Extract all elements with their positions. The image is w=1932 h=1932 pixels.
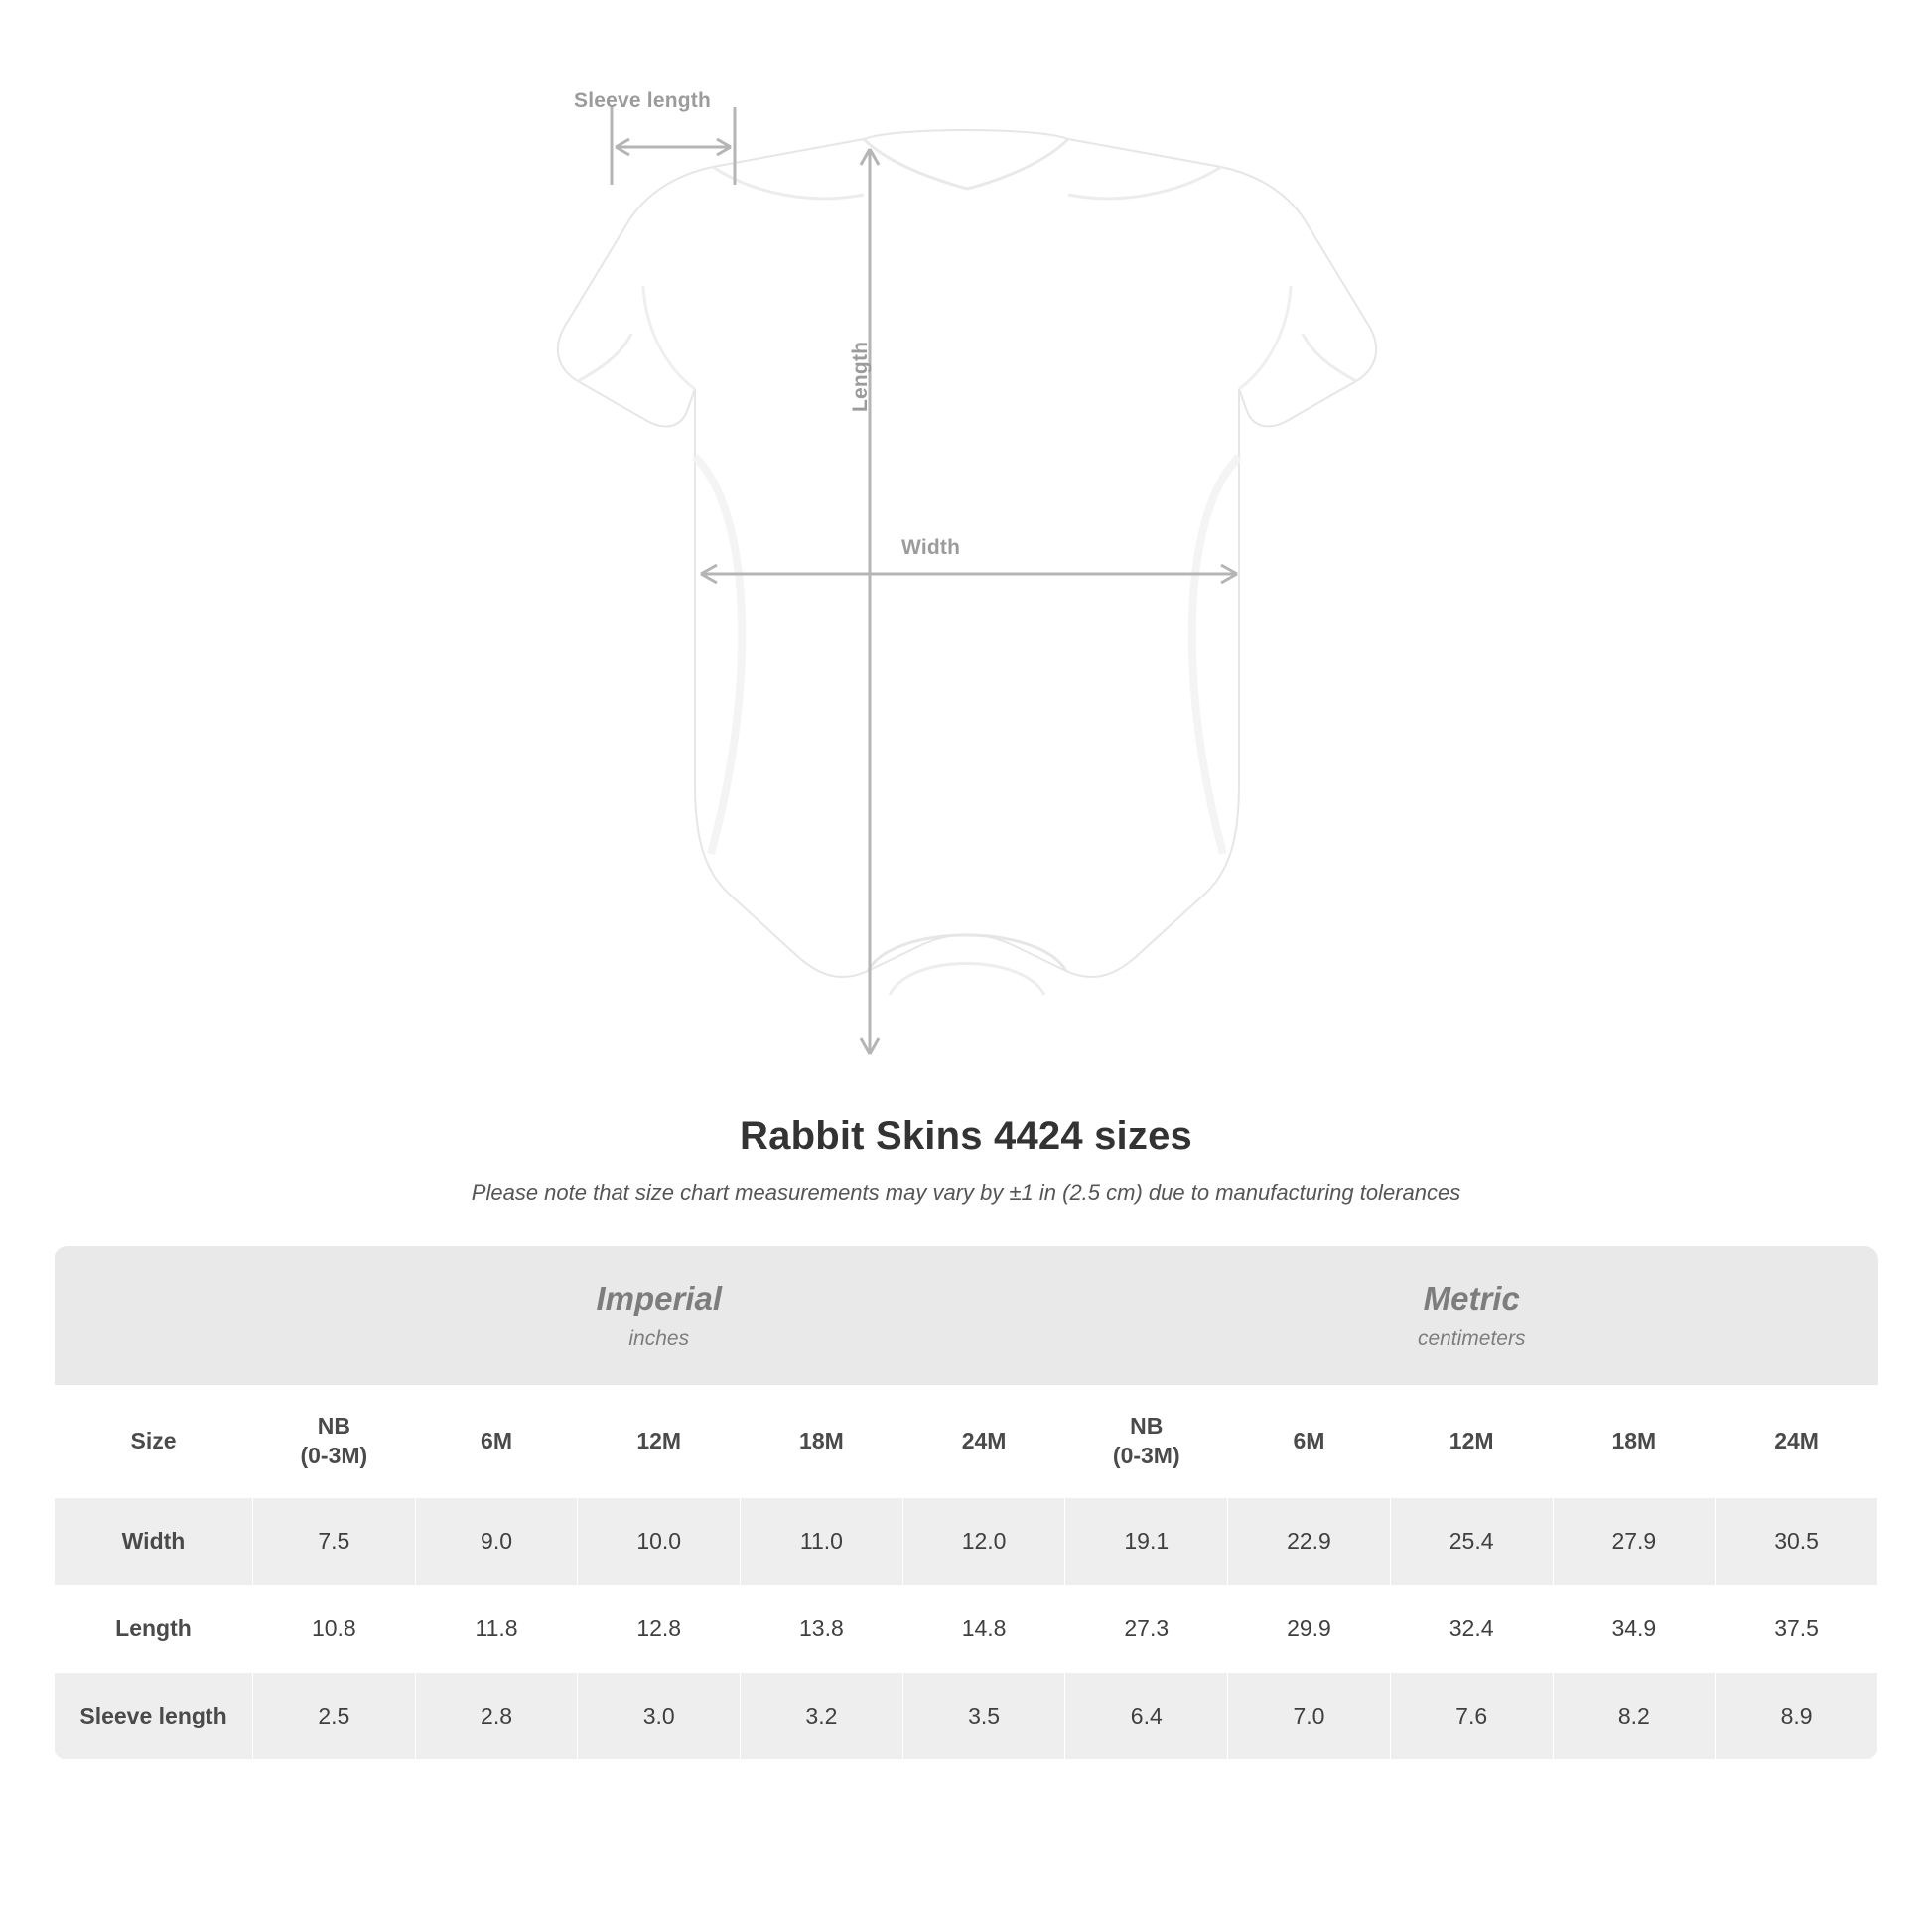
size-col-line1: 18M bbox=[799, 1427, 844, 1453]
sleeve-length-dimension-label: Sleeve length bbox=[574, 89, 711, 112]
cell-length-18m-cm: 34.9 bbox=[1553, 1585, 1716, 1672]
size-header-row bbox=[55, 1386, 1878, 1498]
size-col-line1: 24M bbox=[961, 1427, 1007, 1453]
size-column-header-nb-imperial bbox=[253, 1386, 416, 1498]
cell-sleeve-18m-in: 3.2 bbox=[741, 1672, 903, 1759]
row-label-length: Length bbox=[55, 1585, 253, 1672]
cell-sleeve-nb-cm: 6.4 bbox=[1065, 1672, 1228, 1759]
size-table-wrapper bbox=[54, 1246, 1878, 1760]
cell-sleeve-24m-in: 3.5 bbox=[902, 1672, 1065, 1759]
unit-imperial-cell bbox=[253, 1246, 1065, 1386]
cell-sleeve-12m-in: 3.0 bbox=[578, 1672, 741, 1759]
title-block bbox=[0, 1114, 1932, 1206]
table-row-width bbox=[55, 1497, 1878, 1585]
cell-width-6m-in: 9.0 bbox=[415, 1497, 578, 1585]
bodysuit-shape bbox=[558, 130, 1376, 995]
size-col-line1: NB bbox=[1130, 1413, 1164, 1439]
unit-metric-name: Metric bbox=[1423, 1280, 1520, 1316]
cell-width-12m-in: 10.0 bbox=[578, 1497, 741, 1585]
cell-sleeve-18m-cm: 8.2 bbox=[1553, 1672, 1716, 1759]
size-col-line1: 12M bbox=[1449, 1427, 1494, 1453]
cell-width-18m-cm: 27.9 bbox=[1553, 1497, 1716, 1585]
cell-sleeve-6m-in: 2.8 bbox=[415, 1672, 578, 1759]
cell-length-12m-in: 12.8 bbox=[578, 1585, 741, 1672]
size-col-line2: (0-3M) bbox=[300, 1442, 368, 1468]
size-column-header-18m-metric bbox=[1553, 1386, 1716, 1498]
size-col-line1: 12M bbox=[636, 1427, 682, 1453]
size-column-header-nb-metric bbox=[1065, 1386, 1228, 1498]
size-col-line1: NB bbox=[317, 1413, 350, 1439]
table-row-length bbox=[55, 1585, 1878, 1672]
unit-metric-cell bbox=[1065, 1246, 1878, 1386]
size-table bbox=[54, 1246, 1878, 1760]
size-column-header-12m-imperial bbox=[578, 1386, 741, 1498]
cell-length-24m-in: 14.8 bbox=[902, 1585, 1065, 1672]
size-column-header-6m-metric bbox=[1228, 1386, 1391, 1498]
cell-length-24m-cm: 37.5 bbox=[1716, 1585, 1878, 1672]
size-column-header-6m-imperial bbox=[415, 1386, 578, 1498]
cell-width-nb-cm: 19.1 bbox=[1065, 1497, 1228, 1585]
size-col-line1: 24M bbox=[1774, 1427, 1819, 1453]
size-header-label: Size bbox=[55, 1386, 253, 1498]
cell-length-6m-in: 11.8 bbox=[415, 1585, 578, 1672]
cell-length-nb-cm: 27.3 bbox=[1065, 1585, 1228, 1672]
cell-width-24m-in: 12.0 bbox=[902, 1497, 1065, 1585]
unit-header-row bbox=[55, 1246, 1878, 1386]
size-col-line2: (0-3M) bbox=[1112, 1442, 1180, 1468]
cell-length-12m-cm: 32.4 bbox=[1390, 1585, 1553, 1672]
table-row-sleeve-length bbox=[55, 1672, 1878, 1759]
page-title: Rabbit Skins 4424 sizes bbox=[740, 1114, 1192, 1158]
cell-length-nb-in: 10.8 bbox=[253, 1585, 416, 1672]
tolerance-note: Please note that size chart measurements may vary by ±1 in (2.5 cm) due to manufacturing tolerances bbox=[471, 1180, 1461, 1205]
cell-width-nb-in: 7.5 bbox=[253, 1497, 416, 1585]
cell-width-18m-in: 11.0 bbox=[741, 1497, 903, 1585]
width-dimension-label: Width bbox=[901, 536, 961, 559]
length-dimension-label: Length bbox=[849, 341, 872, 412]
cell-width-12m-cm: 25.4 bbox=[1390, 1497, 1553, 1585]
unit-imperial-sub: inches bbox=[628, 1327, 690, 1350]
cell-sleeve-nb-in: 2.5 bbox=[253, 1672, 416, 1759]
size-column-header-24m-metric bbox=[1716, 1386, 1878, 1498]
size-column-header-12m-metric bbox=[1390, 1386, 1553, 1498]
cell-sleeve-12m-cm: 7.6 bbox=[1390, 1672, 1553, 1759]
size-column-header-24m-imperial bbox=[902, 1386, 1065, 1498]
size-col-line1: 6M bbox=[1293, 1427, 1325, 1453]
cell-length-18m-in: 13.8 bbox=[741, 1585, 903, 1672]
cell-length-6m-cm: 29.9 bbox=[1228, 1585, 1391, 1672]
size-column-header-18m-imperial bbox=[741, 1386, 903, 1498]
unit-corner-cell bbox=[55, 1246, 253, 1386]
unit-metric-sub: centimeters bbox=[1417, 1327, 1526, 1350]
row-label-sleeve-length: Sleeve length bbox=[55, 1672, 253, 1759]
cell-sleeve-6m-cm: 7.0 bbox=[1228, 1672, 1391, 1759]
cell-width-24m-cm: 30.5 bbox=[1716, 1497, 1878, 1585]
size-col-line1: 18M bbox=[1611, 1427, 1657, 1453]
unit-imperial-name: Imperial bbox=[596, 1280, 722, 1316]
cell-width-6m-cm: 22.9 bbox=[1228, 1497, 1391, 1585]
size-col-line1: 6M bbox=[481, 1427, 512, 1453]
row-label-width: Width bbox=[55, 1497, 253, 1585]
cell-sleeve-24m-cm: 8.9 bbox=[1716, 1672, 1878, 1759]
